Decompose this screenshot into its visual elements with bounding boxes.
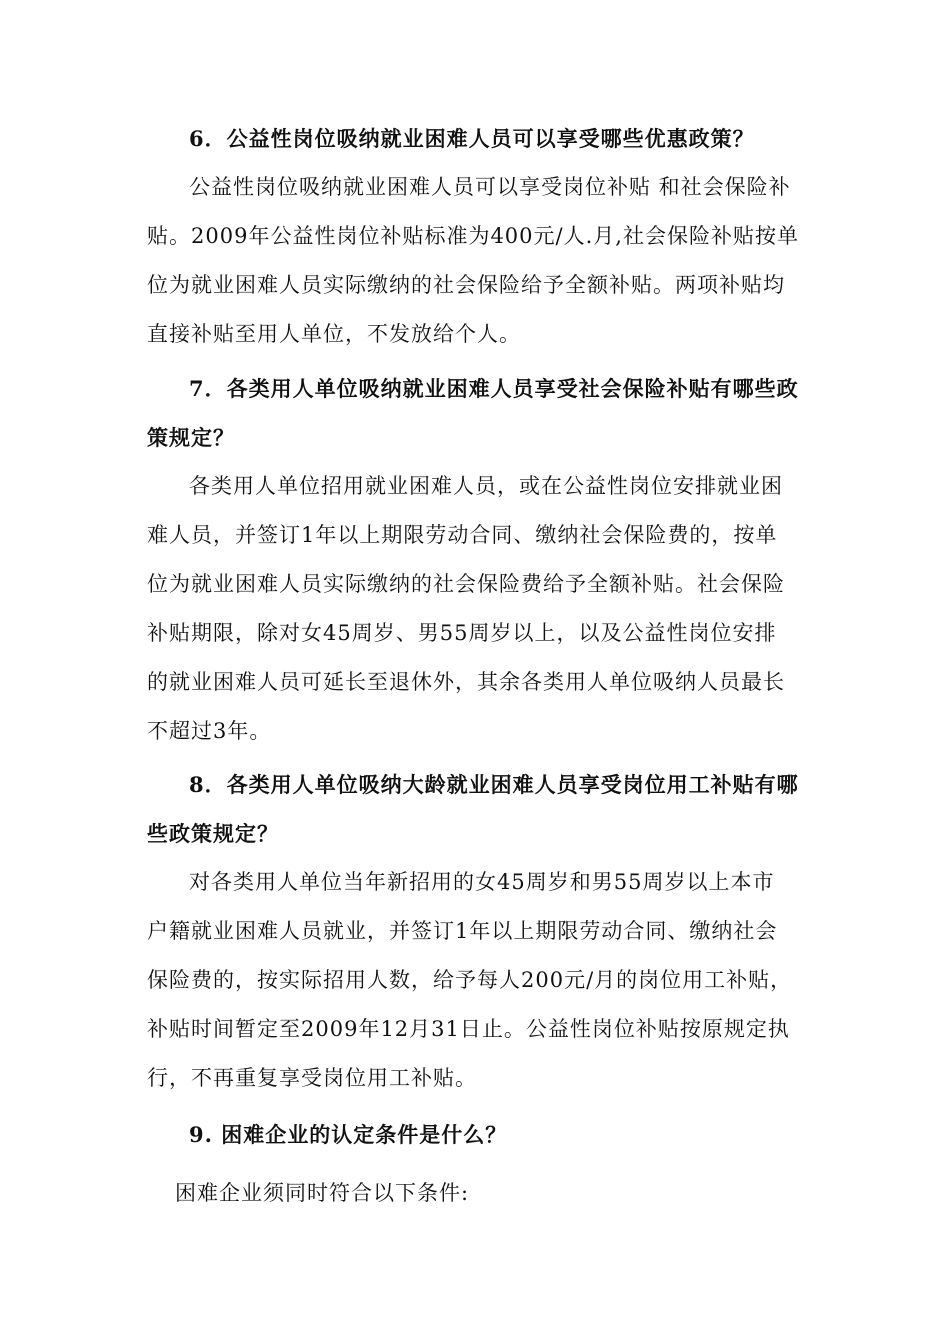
section-8-body — [147, 858, 809, 1103]
heading-line: 7．各类用人单位吸纳就业困难人员享受社会保险补贴有哪些政 — [189, 376, 799, 401]
body-line: 的就业困难人员可延长至退休外，其余各类用人单位吸纳人员最长 — [147, 670, 785, 694]
body-line: 行，不再重复享受岗位用工补贴。 — [147, 1066, 477, 1090]
body-line: 补贴期限，除对女45周岁、男55周岁以上，以及公益性岗位安排 — [147, 621, 777, 645]
section-7 — [147, 364, 809, 756]
section-7-body — [147, 462, 809, 756]
section-7-heading — [147, 364, 809, 462]
body-line: 不超过3年。 — [147, 719, 272, 743]
body-line: 各类用人单位招用就业困难人员，或在公益性岗位安排就业困 — [189, 474, 783, 498]
body-line: 直接补贴至用人单位，不发放给个人。 — [147, 322, 521, 346]
body-line: 补贴时间暂定至2009年12月31日止。公益性岗位补贴按原规定执 — [147, 1017, 790, 1041]
heading-line: 策规定？ — [147, 425, 235, 450]
body-line: 位为就业困难人员实际缴纳的社会保险给予全额补贴。两项补贴均 — [147, 273, 785, 297]
body-line: 保险费的，按实际招用人数，给予每人200元/月的岗位用工补贴， — [147, 968, 793, 992]
body-line: 公益性岗位吸纳就业困难人员可以享受岗位补贴 和社会保险补 — [189, 175, 791, 199]
section-6 — [147, 114, 809, 359]
heading-line: 些政策规定？ — [147, 821, 279, 846]
heading-line: 9. 困难企业的认定条件是什么？ — [189, 1122, 508, 1147]
body-line: 困难企业须同时符合以下条件: — [175, 1181, 470, 1205]
section-9-body — [147, 1169, 809, 1218]
section-8-heading — [147, 760, 809, 858]
body-line: 位为就业困难人员实际缴纳的社会保险费给予全额补贴。社会保险 — [147, 572, 785, 596]
body-line: 对各类用人单位当年新招用的女45周岁和男55周岁以上本市 — [189, 870, 775, 894]
section-9 — [147, 1110, 809, 1218]
heading-line: 8．各类用人单位吸纳大龄就业困难人员享受岗位用工补贴有哪 — [189, 772, 799, 797]
body-line: 难人员，并签订1年以上期限劳动合同、缴纳社会保险费的，按单 — [147, 523, 778, 547]
section-8 — [147, 760, 809, 1103]
heading-line: 6．公益性岗位吸纳就业困难人员可以享受哪些优惠政策？ — [189, 126, 755, 151]
section-6-heading — [147, 114, 809, 163]
body-line: 贴。2009年公益性岗位补贴标准为400元/人.月,社会保险补贴按单 — [147, 224, 799, 248]
body-line: 户籍就业困难人员就业，并签订1年以上期限劳动合同、缴纳社会 — [147, 919, 778, 943]
section-9-heading — [147, 1110, 809, 1159]
section-6-body — [147, 163, 809, 212]
section-6-body-cont — [147, 212, 809, 359]
